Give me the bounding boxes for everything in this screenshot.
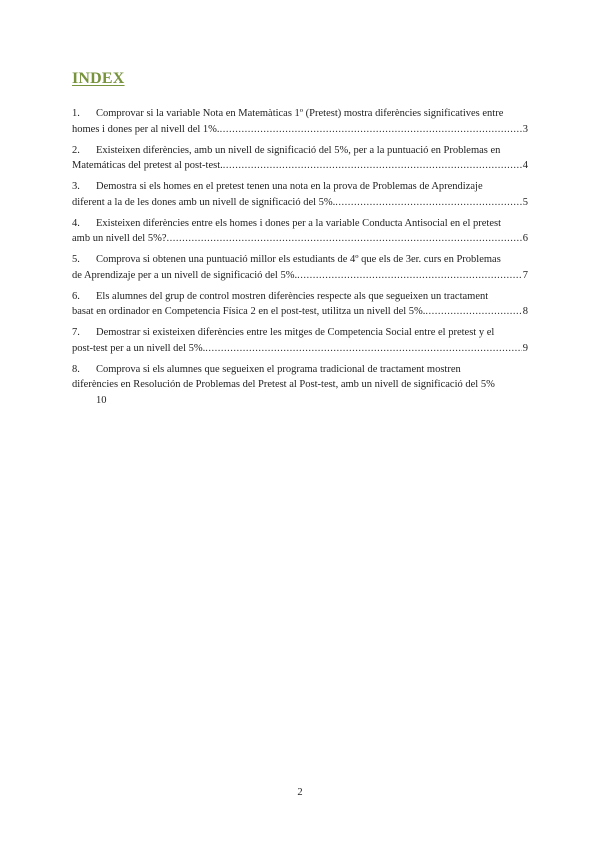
dot-leader	[297, 268, 522, 284]
toc-entry-text: Comprova si obtenen una puntuació millor els estudiants de 4º que els de 3er. curs en Problemas	[96, 254, 501, 265]
toc-entry-page: 4	[522, 160, 528, 171]
dot-leader	[425, 304, 521, 320]
toc-entry-page: 6	[522, 233, 528, 244]
toc-entry-number: 5.	[72, 254, 80, 265]
toc-entry-number: 1.	[72, 108, 80, 119]
toc-entry-number: 6.	[72, 290, 80, 302]
toc-entry-text: Demostra si els homes en el pretest tenen una nota en la prova de Problemas de Aprendizaje	[96, 181, 483, 192]
toc-entry-text: Els alumnes del grup de control mostren diferències respecte als que segueixen un tractament	[96, 290, 489, 302]
toc-entry-number: 2.	[72, 144, 80, 156]
toc-entry-page: 9	[522, 342, 528, 354]
toc-entry-page: 5	[522, 196, 528, 208]
toc-entry-text: Comprovar si la variable Nota en Matemàticas 1º (Pretest) mostra diferències significatives entre	[96, 108, 504, 119]
toc-entry-6[interactable]	[72, 289, 528, 320]
dot-leader	[335, 195, 521, 211]
index-title: INDEX	[72, 70, 125, 87]
toc-entry-3[interactable]	[72, 179, 528, 210]
toc-entry-5[interactable]	[72, 252, 528, 283]
toc-entry-text-continued: homes i dones per al nivell del 1%.	[72, 123, 220, 135]
toc-entry-text: Demostrar si existeixen diferències entre les mitges de Competencia Social entre el pretest y el	[96, 327, 495, 338]
toc-entry-line1	[72, 325, 528, 341]
toc-entry-line2	[72, 122, 528, 138]
table-of-contents	[72, 106, 528, 414]
toc-entry-text-continued: de Aprendizaje per a un nivell de significació del 5%.	[72, 269, 298, 281]
toc-entry-text-continued: Matemáticas del pretest al post-test.	[72, 160, 223, 171]
toc-entry-line1	[72, 106, 528, 122]
toc-entry-number: 3.	[72, 181, 80, 192]
toc-entry-line1	[72, 362, 528, 378]
toc-entry-line1	[72, 289, 528, 305]
toc-entry-number: 8.	[72, 363, 80, 375]
dot-leader	[205, 341, 521, 357]
toc-entry-line1	[72, 216, 528, 232]
toc-entry-line2	[72, 268, 528, 284]
toc-entry-7[interactable]	[72, 325, 528, 356]
toc-entry-text-continued: basat en ordinador en Competencia Física 2 en el post-test, utilitza un nivell del 5%.	[72, 306, 426, 317]
toc-entry-line3	[72, 393, 528, 409]
toc-entry-line2	[72, 377, 528, 393]
toc-entry-line2	[72, 231, 528, 247]
toc-entry-number: 7.	[72, 327, 80, 338]
toc-entry-line2	[72, 195, 528, 211]
toc-entry-text-continued: diferències en Resolución de Problemas del Pretest al Post-test, amb un nivell de significació del 5%	[72, 379, 495, 390]
toc-entry-page: 3	[522, 123, 528, 135]
toc-entry-page: 7	[522, 269, 528, 281]
toc-entry-1[interactable]	[72, 106, 528, 137]
toc-entry-page: 10	[96, 394, 107, 406]
toc-entry-text: Existeixen diferències, amb un nivell de significació del 5%, per a la puntuació en Problemas en	[96, 144, 501, 156]
toc-entry-text-continued: amb un nivell del 5%?	[72, 233, 167, 244]
dot-leader	[220, 122, 522, 138]
toc-entry-line1	[72, 252, 528, 268]
toc-entry-2[interactable]	[72, 143, 528, 174]
toc-entry-text-continued: diferent a la de les dones amb un nivell de significació del 5%.	[72, 196, 336, 208]
toc-entry-text-continued: post-test per a un nivell del 5%.	[72, 342, 206, 354]
dot-leader	[223, 158, 522, 174]
dot-leader	[166, 231, 521, 247]
toc-entry-text: Existeixen diferències entre els homes i dones per a la variable Conducta Antisocial en el pretest	[96, 217, 501, 229]
toc-entry-line2	[72, 158, 528, 174]
page-number: 2	[297, 787, 303, 798]
toc-entry-number: 4.	[72, 217, 80, 229]
toc-entry-text: Comprova si els alumnes que segueixen el programa tradicional de tractament mostren	[96, 363, 461, 375]
toc-entry-line2	[72, 304, 528, 320]
toc-entry-4[interactable]	[72, 216, 528, 247]
toc-entry-line1	[72, 143, 528, 159]
toc-entry-8[interactable]	[72, 362, 528, 409]
toc-entry-line2	[72, 341, 528, 357]
toc-entry-page: 8	[522, 306, 528, 317]
toc-entry-line1	[72, 179, 528, 195]
